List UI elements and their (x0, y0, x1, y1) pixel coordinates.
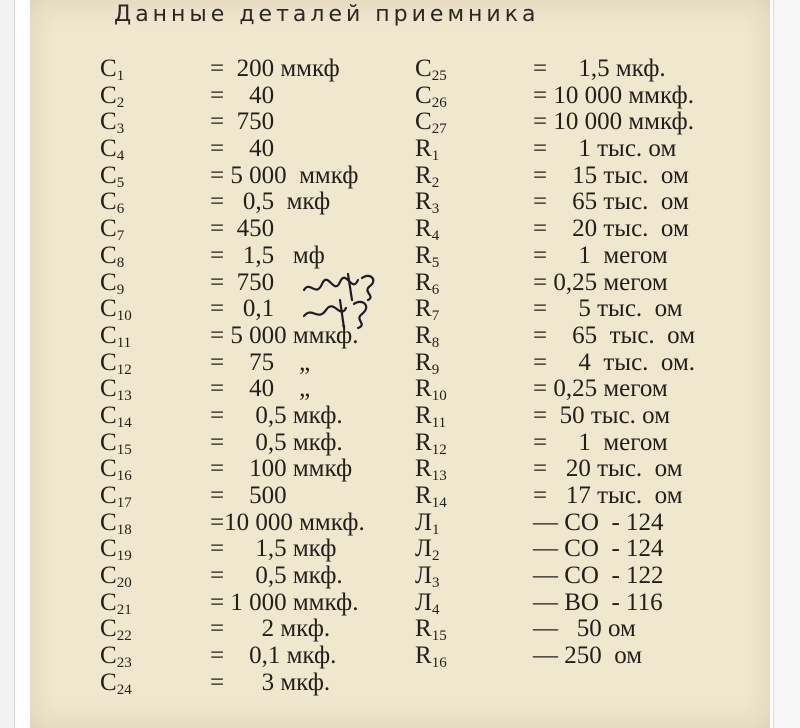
part-entry (415, 510, 775, 537)
part-letter: R (415, 428, 432, 456)
part-value: — CO - 124 (533, 535, 664, 563)
part-letter: R (415, 482, 432, 509)
part-letter: R (415, 401, 432, 429)
part-letter: C (100, 615, 117, 643)
part-letter: C (100, 321, 117, 349)
part-letter: C (100, 482, 117, 509)
part-letter: C (100, 428, 117, 456)
part-entry (100, 590, 440, 617)
part-index: 6 (116, 201, 125, 218)
part-value: = 100 ммкф (210, 455, 353, 483)
part-designator (415, 590, 533, 617)
part-index: 12 (116, 361, 132, 378)
part-value: = 0,25 мегом (533, 375, 668, 403)
part-entry (415, 56, 775, 83)
part-letter: Л (415, 588, 432, 616)
part-value: = 4 тыс. ом. (533, 348, 696, 376)
part-index: 5 (431, 254, 440, 271)
part-designator (100, 189, 210, 216)
part-designator (415, 83, 533, 110)
part-designator (100, 56, 210, 83)
part-value: = 0,5 мкф. (210, 428, 343, 456)
part-entry (100, 350, 440, 377)
part-index: 6 (431, 281, 440, 298)
part-entry (100, 243, 440, 270)
part-designator (415, 536, 533, 563)
part-letter: C (415, 108, 432, 136)
part-index: 3 (431, 575, 440, 592)
part-entry (100, 483, 440, 510)
part-designator (415, 616, 533, 643)
part-letter: R (415, 348, 432, 376)
part-index: 17 (116, 495, 132, 511)
part-entry (415, 243, 775, 270)
part-letter: C (100, 455, 117, 483)
part-index: 1 (431, 521, 440, 538)
part-letter: R (415, 642, 432, 670)
left-parts-column (100, 56, 440, 697)
part-designator (415, 323, 533, 350)
part-designator (415, 563, 533, 590)
right-parts-column (415, 56, 775, 670)
part-letter: C (100, 401, 117, 429)
handwritten-annotation (300, 270, 390, 330)
part-letter: C (100, 295, 117, 323)
part-letter: C (100, 161, 117, 189)
part-index: 16 (116, 468, 132, 485)
part-entry (100, 536, 440, 563)
part-designator (415, 643, 533, 670)
part-letter: C (100, 268, 117, 296)
part-entry (100, 216, 440, 243)
part-designator (415, 243, 533, 270)
part-designator (100, 216, 210, 243)
part-value: = 1,5 мкф. (533, 55, 666, 82)
part-value: — 250 ом (533, 642, 643, 670)
part-value: = 0,1 (210, 295, 275, 323)
part-value: = 65 тыс. ом (533, 188, 689, 216)
part-designator (100, 403, 210, 430)
part-value: = 40 (210, 81, 275, 109)
part-entry (100, 643, 440, 670)
part-value: = 0,5 мкф. (210, 562, 343, 590)
part-value: = 1 мегом (533, 428, 668, 456)
part-value: = 0,25 мегом (533, 268, 668, 296)
part-letter: Л (415, 562, 432, 590)
part-letter: C (100, 135, 117, 163)
part-index: 22 (116, 628, 132, 645)
part-designator (415, 136, 533, 163)
part-value: = 1,5 мкф (210, 535, 337, 563)
part-entry (100, 189, 440, 216)
part-entry (100, 563, 440, 590)
part-designator (100, 323, 210, 350)
part-value: = 200 ммкф (210, 55, 340, 82)
part-letter: C (100, 188, 117, 216)
part-value: = 3 мкф. (210, 668, 331, 696)
part-index: 2 (116, 94, 125, 111)
part-value: = 500 (210, 482, 287, 509)
part-value: = 65 тыс. ом (533, 321, 696, 349)
part-letter: R (415, 268, 432, 296)
part-index: 4 (116, 148, 125, 165)
part-entry (415, 563, 775, 590)
part-designator (415, 376, 533, 403)
part-index: 10 (431, 388, 447, 405)
part-value: = 1,5 мф (210, 241, 325, 269)
part-designator (100, 376, 210, 403)
part-index: 12 (431, 441, 447, 458)
part-designator (100, 136, 210, 163)
part-letter: C (100, 588, 117, 616)
part-value: = 450 (210, 215, 275, 243)
part-entry (100, 456, 440, 483)
part-index: 8 (431, 334, 440, 351)
part-letter: R (415, 241, 432, 269)
part-index: 7 (431, 308, 440, 325)
part-entry (100, 163, 440, 190)
part-index: 24 (116, 681, 132, 698)
part-designator (415, 216, 533, 243)
part-value: = 1 000 ммкф. (210, 588, 359, 616)
part-letter: R (415, 188, 432, 216)
part-index: 8 (116, 254, 125, 271)
part-designator (415, 430, 533, 457)
part-entry (100, 670, 440, 697)
part-value: = 1 мегом (533, 241, 668, 269)
part-index: 15 (431, 628, 447, 645)
part-entry (415, 163, 775, 190)
part-letter: Л (415, 535, 432, 563)
part-letter: C (100, 55, 117, 82)
part-designator (415, 456, 533, 483)
part-designator (415, 296, 533, 323)
part-letter: Л (415, 508, 432, 536)
part-index: 9 (431, 361, 440, 378)
right-margin-strip (773, 0, 800, 728)
part-letter: R (415, 215, 432, 243)
part-entry (100, 83, 440, 110)
part-letter: C (100, 508, 117, 536)
part-entry (415, 216, 775, 243)
part-index: 26 (431, 94, 447, 111)
part-index: 2 (431, 548, 440, 565)
part-designator (415, 270, 533, 297)
part-letter: C (100, 535, 117, 563)
part-designator (100, 536, 210, 563)
part-entry (415, 536, 775, 563)
part-entry (415, 643, 775, 670)
part-letter: C (100, 642, 117, 670)
part-entry (415, 483, 775, 510)
part-value: = 750 (210, 268, 275, 296)
part-index: 18 (116, 521, 132, 538)
part-index: 27 (431, 121, 447, 138)
part-value: = 40 „ (210, 375, 311, 403)
part-index: 5 (116, 174, 125, 191)
part-value: = 50 тыс. ом (533, 401, 671, 429)
part-value: — BO - 116 (533, 588, 663, 616)
part-index: 23 (116, 655, 132, 672)
part-index: 7 (116, 228, 125, 245)
part-designator (100, 83, 210, 110)
part-designator (415, 403, 533, 430)
part-index: 4 (431, 228, 440, 245)
part-entry (415, 430, 775, 457)
part-index: 11 (116, 334, 132, 351)
part-index: 13 (116, 388, 132, 405)
part-value: = 750 (210, 108, 275, 136)
part-index: 9 (116, 281, 125, 298)
part-value: =10 000 ммкф. (210, 508, 365, 536)
part-letter: C (415, 81, 432, 109)
part-index: 19 (116, 548, 132, 565)
part-index: 11 (431, 414, 447, 431)
part-designator (100, 243, 210, 270)
part-letter: C (415, 55, 432, 82)
part-entry (415, 83, 775, 110)
part-index: 4 (431, 601, 440, 618)
part-entry (415, 296, 775, 323)
part-designator (100, 270, 210, 297)
part-designator (100, 510, 210, 537)
left-margin-strip (0, 0, 15, 728)
part-value: = 5 000 ммкф. (210, 321, 359, 349)
part-value: = 20 тыс. ом (533, 455, 683, 483)
part-index: 10 (116, 308, 132, 325)
part-entry (100, 136, 440, 163)
part-value: = 20 тыс. ом (533, 215, 689, 243)
part-value: — CO - 124 (533, 508, 664, 536)
part-index: 13 (431, 468, 447, 485)
part-entry (415, 270, 775, 297)
part-index: 1 (116, 68, 125, 84)
part-designator (100, 163, 210, 190)
part-entry (415, 350, 775, 377)
part-index: 3 (431, 201, 440, 218)
part-designator (100, 296, 210, 323)
part-entry (100, 376, 440, 403)
part-designator (415, 510, 533, 537)
part-letter: R (415, 295, 432, 323)
part-value: = 0,5 мкф (210, 188, 331, 216)
part-designator (100, 616, 210, 643)
part-designator (100, 350, 210, 377)
part-letter: C (100, 562, 117, 590)
part-designator (100, 670, 210, 697)
part-entry (415, 109, 775, 136)
part-designator (100, 430, 210, 457)
part-index: 1 (431, 148, 440, 165)
part-entry (100, 616, 440, 643)
part-designator (415, 483, 533, 510)
part-designator (415, 109, 533, 136)
part-value: = 15 тыс. ом (533, 161, 689, 189)
part-value: = 40 (210, 135, 275, 163)
part-designator (415, 350, 533, 377)
part-letter: C (100, 375, 117, 403)
part-entry (415, 403, 775, 430)
part-designator (100, 109, 210, 136)
part-entry (100, 403, 440, 430)
part-index: 2 (431, 174, 440, 191)
part-index: 25 (431, 68, 447, 84)
part-letter: R (415, 375, 432, 403)
part-designator (100, 483, 210, 510)
part-letter: R (415, 455, 432, 483)
part-letter: R (415, 615, 432, 643)
part-letter: C (100, 241, 117, 269)
part-entry (415, 616, 775, 643)
part-value: = 75 „ (210, 348, 311, 376)
part-value: — CO - 122 (533, 562, 664, 590)
part-value: = 2 мкф. (210, 615, 331, 643)
part-letter: R (415, 135, 432, 163)
part-entry (415, 189, 775, 216)
part-letter: C (100, 81, 117, 109)
part-designator (100, 643, 210, 670)
part-index: 20 (116, 575, 132, 592)
part-value: = 5 000 ммкф (210, 161, 359, 189)
part-entry (100, 56, 440, 83)
part-designator (415, 163, 533, 190)
part-letter: C (100, 108, 117, 136)
part-value: — 50 ом (533, 615, 636, 643)
part-designator (100, 563, 210, 590)
part-designator (100, 456, 210, 483)
part-value: = 1 тыс. ом (533, 135, 677, 163)
part-entry (415, 323, 775, 350)
part-entry (415, 456, 775, 483)
part-index: 14 (431, 495, 447, 511)
part-entry (415, 590, 775, 617)
part-value: = 10 000 ммкф. (533, 108, 694, 136)
part-index: 21 (116, 601, 132, 618)
part-entry (100, 510, 440, 537)
part-index: 16 (431, 655, 447, 672)
part-value: = 0,1 мкф. (210, 642, 337, 670)
part-designator (100, 590, 210, 617)
part-entry (415, 136, 775, 163)
page-title: Данные деталей приемника (114, 2, 540, 27)
part-letter: R (415, 161, 432, 189)
part-letter: C (100, 215, 117, 243)
part-index: 3 (116, 121, 125, 138)
part-entry (100, 430, 440, 457)
part-entry (415, 376, 775, 403)
part-designator (415, 56, 533, 83)
part-value: = 5 тыс. ом (533, 295, 683, 323)
part-index: 14 (116, 414, 132, 431)
part-value: = 0,5 мкф. (210, 401, 343, 429)
part-entry (100, 109, 440, 136)
part-value: = 10 000 ммкф. (533, 81, 694, 109)
part-letter: R (415, 321, 432, 349)
part-value: = 17 тыс. ом (533, 482, 683, 509)
part-index: 15 (116, 441, 132, 458)
part-letter: C (100, 668, 117, 696)
scanned-page (30, 0, 770, 728)
part-designator (415, 189, 533, 216)
part-letter: C (100, 348, 117, 376)
